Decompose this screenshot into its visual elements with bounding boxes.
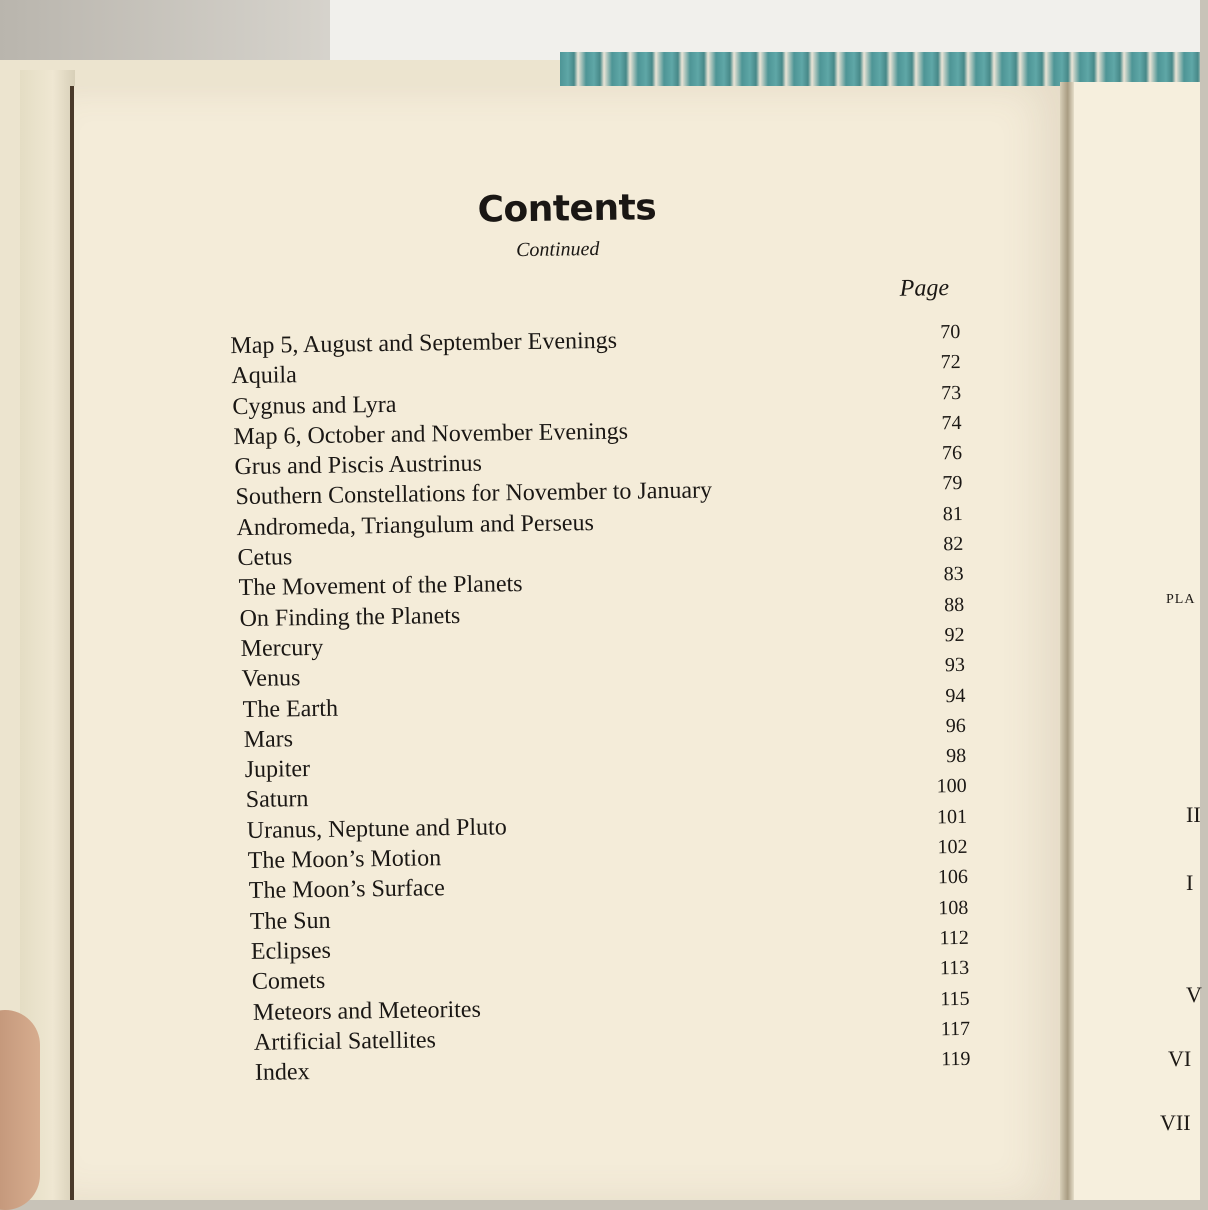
entry-page-number: 101 xyxy=(936,805,968,829)
entry-title: Southern Constellations for November to January xyxy=(235,477,713,511)
right-page-numeral: V xyxy=(1186,982,1202,1007)
entry-title: The Moon’s Surface xyxy=(248,875,445,905)
entry-page-number: 70 xyxy=(940,320,961,344)
entry-page-number: 96 xyxy=(945,714,966,738)
page-subtitle: Continued xyxy=(515,237,600,262)
entry-title: On Finding the Planets xyxy=(239,602,461,632)
entry-title: Uranus, Neptune and Pluto xyxy=(246,814,507,844)
entry-title: The Earth xyxy=(242,695,339,723)
entry-title: Mercury xyxy=(240,634,324,662)
entry-title: Index xyxy=(254,1059,310,1086)
right-page-numeral: I xyxy=(1186,870,1194,895)
page-column-label: Page xyxy=(899,275,950,302)
entry-page-number: 98 xyxy=(946,745,967,768)
entry-title: Artificial Satellites xyxy=(253,1027,437,1056)
right-page-numeral: II xyxy=(1186,802,1201,827)
entry-page-number: 106 xyxy=(937,866,969,889)
entry-page-number: 108 xyxy=(938,896,969,919)
entry-page-number: 115 xyxy=(940,987,970,1010)
entry-page-number: 102 xyxy=(937,835,968,859)
entry-title: Comets xyxy=(251,968,326,996)
entry-page-number: 117 xyxy=(940,1017,971,1041)
entry-title: The Sun xyxy=(249,907,331,935)
entry-page-number: 94 xyxy=(945,684,966,707)
right-page-numeral: VI xyxy=(1168,1046,1192,1071)
entry-page-number: 92 xyxy=(944,623,965,647)
page-title: Contents xyxy=(477,187,657,231)
entry-title: Jupiter xyxy=(244,756,311,784)
entry-title: The Movement of the Planets xyxy=(238,571,523,602)
entry-page-number: 81 xyxy=(942,502,963,525)
entry-title: Map 6, October and November Evenings xyxy=(233,418,629,450)
entry-page-number: 93 xyxy=(944,654,966,677)
contents-list xyxy=(230,320,981,1091)
entry-page-number: 113 xyxy=(939,957,970,980)
entry-title: Venus xyxy=(241,665,301,693)
right-page-label: PLA xyxy=(1166,592,1196,607)
entry-page-number: 79 xyxy=(942,472,963,495)
entry-page-number: 100 xyxy=(936,775,967,798)
right-page-numeral: VII xyxy=(1160,1110,1191,1135)
entry-title: Saturn xyxy=(245,786,309,814)
entry-title: Eclipses xyxy=(250,937,332,965)
entry-page-number: 73 xyxy=(940,381,962,404)
entry-title: Grus and Piscis Austrinus xyxy=(234,450,483,481)
entry-title: Meteors and Meteorites xyxy=(252,996,482,1026)
entry-page-number: 74 xyxy=(941,411,962,435)
entry-page-number: 82 xyxy=(943,533,964,556)
entry-page-number: 72 xyxy=(940,351,961,374)
entry-title: Aquila xyxy=(231,362,297,390)
entry-title: Andromeda, Triangulum and Perseus xyxy=(236,509,595,541)
entry-title: Cygnus and Lyra xyxy=(232,391,397,420)
entry-page-number: 88 xyxy=(943,593,965,616)
entry-page-number: 83 xyxy=(943,563,964,586)
entry-title: Map 5, August and September Evenings xyxy=(230,327,618,360)
entry-page-number: 119 xyxy=(941,1047,971,1071)
entry-page-number: 112 xyxy=(939,926,969,950)
entry-title: Cetus xyxy=(237,544,293,572)
entry-title: The Moon’s Motion xyxy=(247,845,442,874)
entry-page-number: 76 xyxy=(941,442,963,465)
entry-title: Mars xyxy=(243,726,294,753)
